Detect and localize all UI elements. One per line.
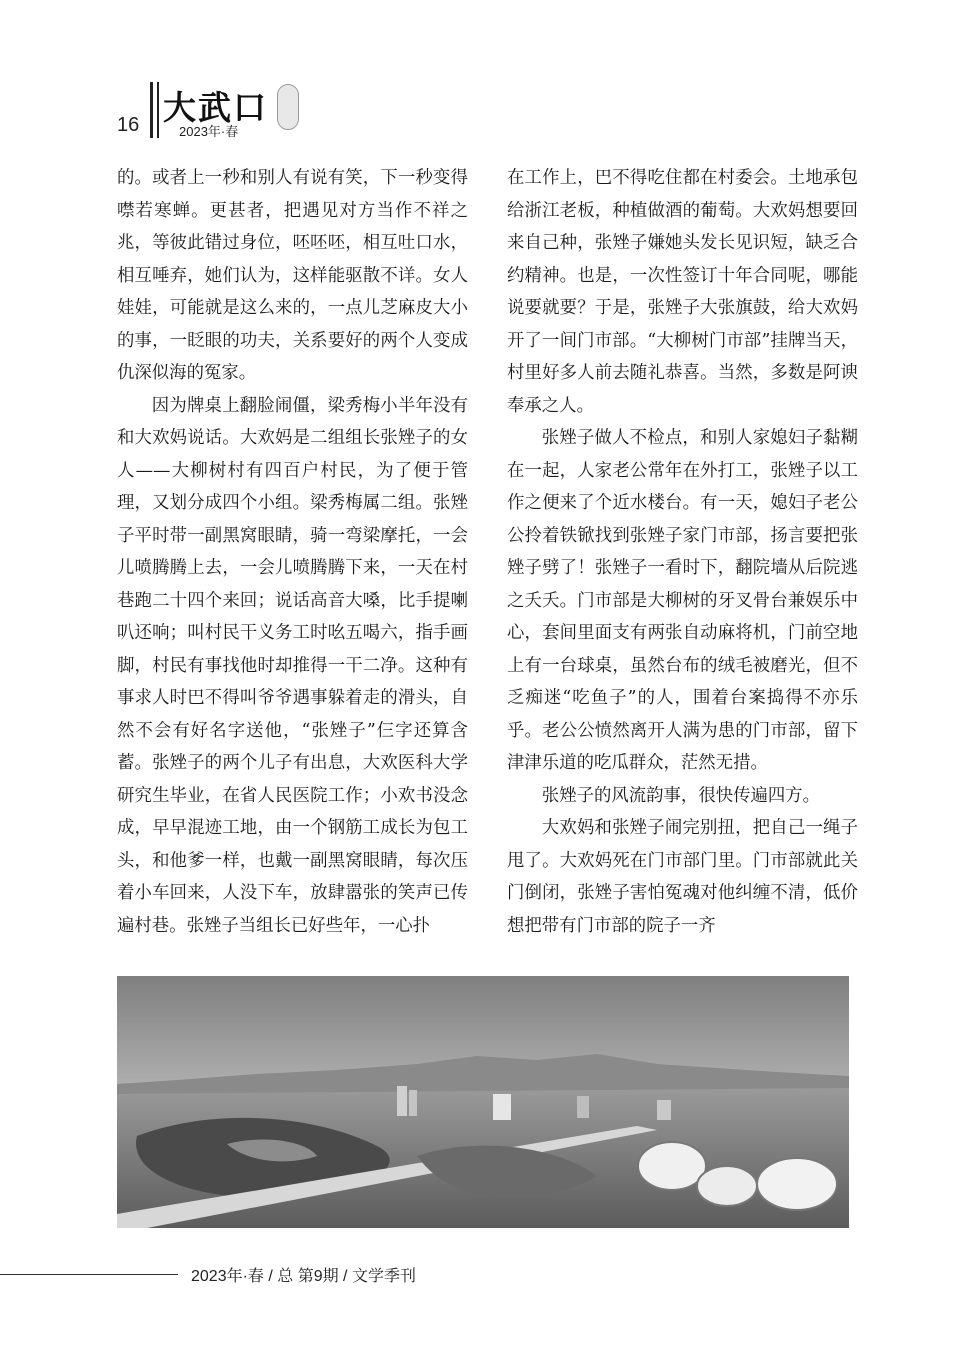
- page-header: [117, 82, 317, 142]
- header-divider: [150, 82, 153, 138]
- seal-logo-icon: [277, 84, 299, 130]
- magazine-title: 大武口: [163, 88, 268, 127]
- footer-issue-info: 2023年·春 / 总 第9期 / 文学季刊: [191, 1268, 416, 1285]
- paragraph: 在工作上，巴不得吃住都在村委会。土地承包给浙江老板，种植做酒的葡萄。大欢妈想要回来自己种，张矬子嫌她头发长见识短，缺乏合约精神。也是，一次性签订十年合同呢，哪能说要就要？于是，张矬子大张旗鼓，给大欢妈开了一间门市部。“大柳树门市部”挂牌当天，村里好多人前去随礼恭喜。当然，多数是阿谀奉承之人。: [507, 168, 858, 416]
- left-text-column: [117, 162, 468, 962]
- city-panorama-image: [117, 976, 849, 1228]
- page-number: 16: [117, 114, 140, 136]
- paragraph: 因为牌桌上翻脸闹僵，梁秀梅小半年没有和大欢妈说话。大欢妈是二组组长张矬子的女人——大柳树村有四百户村民，为了便于管理，又划分成四个小组。梁秀梅属二组。张矬子平时带一副黑窝眼睛，骑一弯梁摩托，一会儿喷腾腾上去，一会儿喷腾腾下来，一天在村巷跑二十四个来回；说话高音大嗓，比手提喇叭还响；叫村民干义务工时吆五喝六，指手画脚，村民有事找他时却推得一干二净。这种有事求人时巴不得叫爷爷遇事躲着走的滑头，自然不会有好名字送他，“张矬子”仨字还算含蓄。张矬子的两个儿子有出息，大欢医科大学研究生毕业，在省人民医院工作；小欢书没念成，早早混迹工地，由一个钢筋工成长为包工头，和他爹一样，也戴一副黑窝眼睛，每次压着小车回来，人没下车，放肆嚣张的笑声已传遍村巷。张矬子当组长已好些年，一心扑: [117, 395, 468, 936]
- issue-label: 2023年·春: [179, 124, 239, 139]
- footer-rule: [0, 1274, 178, 1275]
- paragraph: 张矬子的风流韵事，很快传遍四方。: [541, 785, 821, 806]
- paragraph: 大欢妈和张矬子闹完别扭，把自己一绳子甩了。大欢妈死在门市部门里。门市部就此关门倒闭，张矬子害怕冤魂对他纠缠不清，低价想把带有门市部的院子一齐: [507, 818, 858, 936]
- paragraph: 的。或者上一秒和别人有说有笑，下一秒变得噤若寒蝉。更甚者，把遇见对方当作不祥之兆，等彼此错过身位，呸呸呸，相互吐口水，相互唾弃，她们认为，这样能驱散不详。女人娃娃，可能就是这么来的，一点儿芝麻皮大小的事，一眨眼的功夫，关系要好的两个人变成仇深似海的冤家。: [117, 168, 468, 383]
- header-divider-thin: [157, 82, 159, 138]
- paragraph: 张矬子做人不检点，和别人家媳妇子黏糊在一起，人家老公常年在外打工，张矬子以工作之便来了个近水楼台。有一天，媳妇子老公公拎着铁锨找到张矬子家门市部，扬言要把张矬子劈了！张矬子一看时下，翻院墙从后院逃之夭夭。门市部是大柳树的牙叉骨台兼娱乐中心，套间里面支有两张自动麻将机，门前空地上有一台球桌，虽然台布的绒毛被磨光，但不乏痴迷“吃鱼子”的人，围着台案捣得不亦乐乎。老公公愤然离开人满为患的门市部，留下津津乐道的吃瓜群众，茫然无措。: [507, 428, 858, 773]
- right-text-column: [507, 162, 858, 962]
- city-panorama-photo: [117, 976, 849, 1228]
